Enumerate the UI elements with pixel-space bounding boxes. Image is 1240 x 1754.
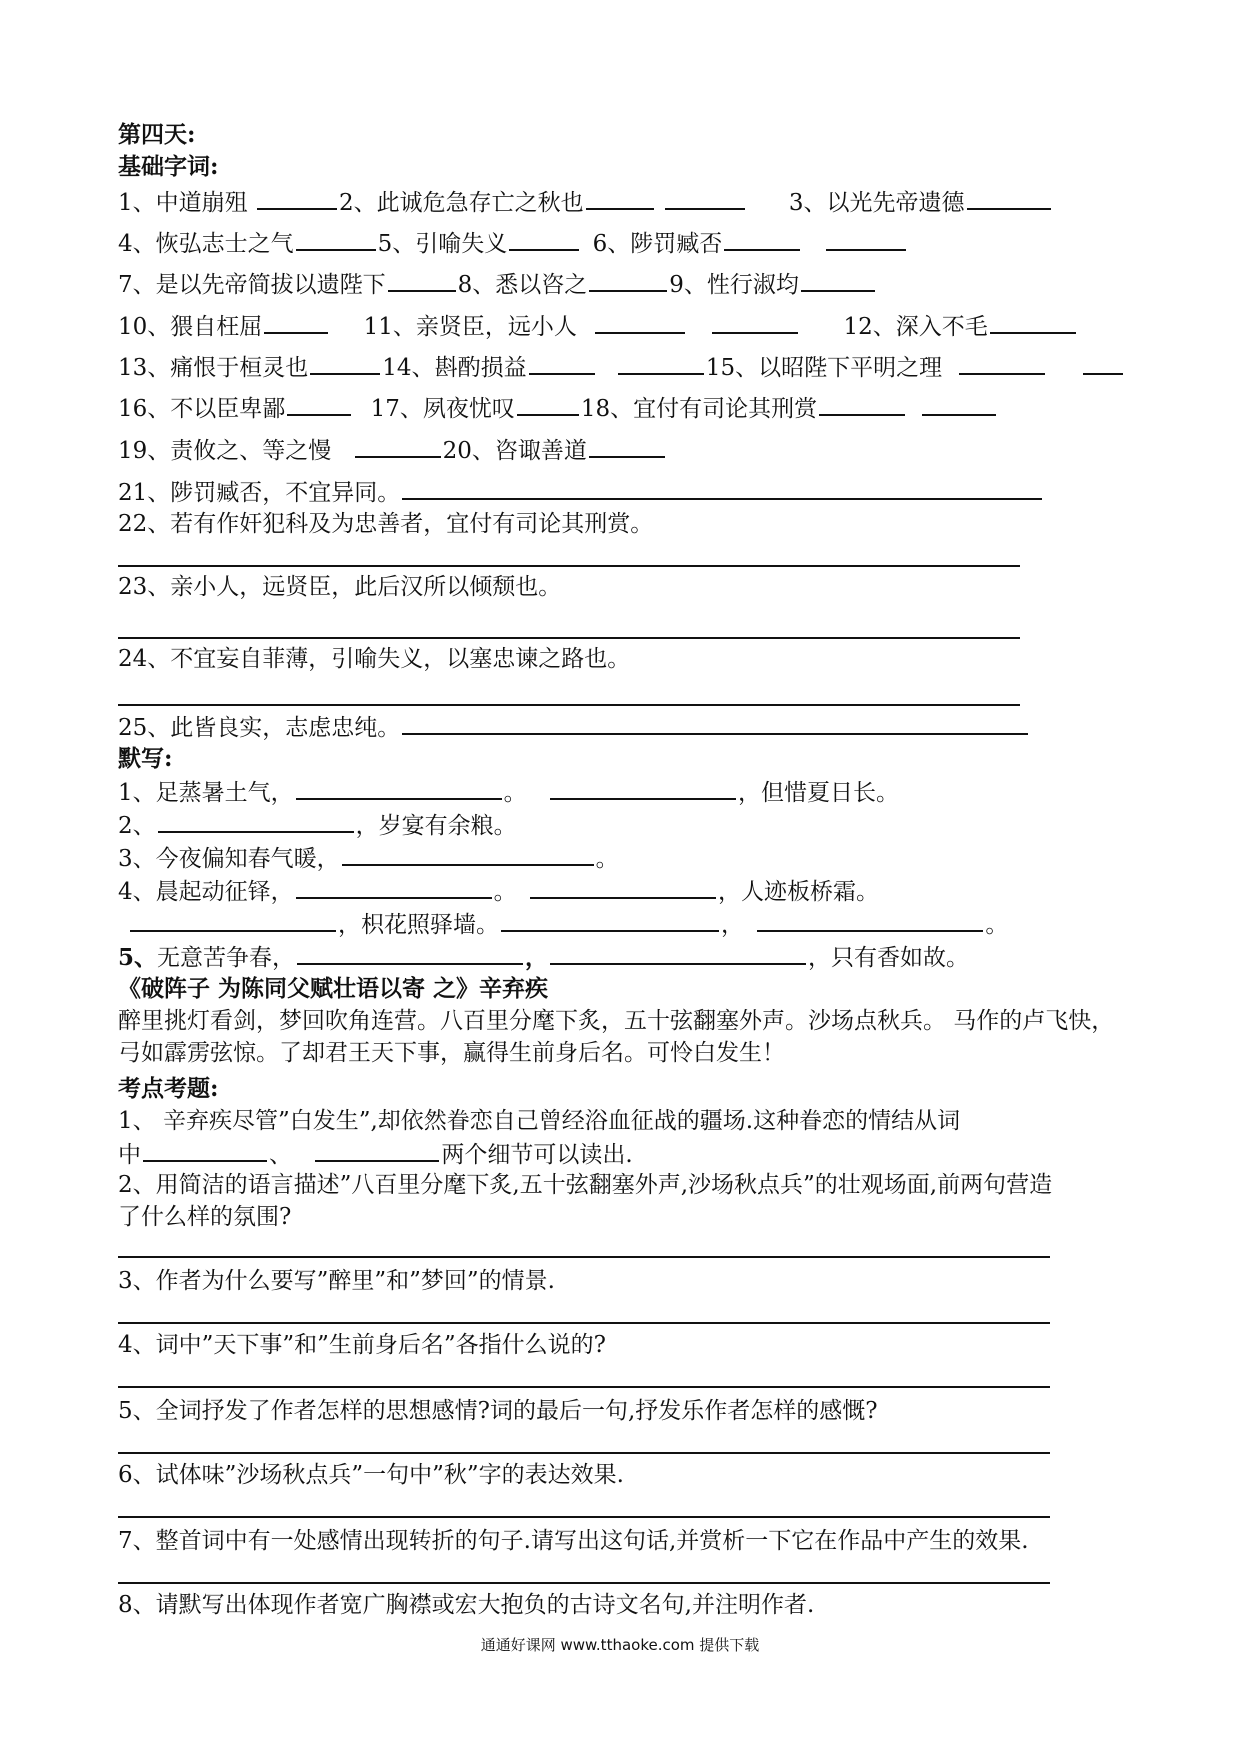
answer-blank[interactable]: [315, 1138, 439, 1162]
answer-blank[interactable]: [130, 908, 336, 932]
vocab-item-text: 陟罚臧否: [630, 231, 723, 257]
answer-line[interactable]: [118, 1516, 1050, 1518]
answer-blank[interactable]: [589, 434, 665, 458]
translate-item-23: [118, 572, 561, 602]
answer-blank[interactable]: [757, 908, 983, 932]
vocab-item-text: 以昭陛下平明之理: [758, 355, 943, 381]
answer-blank[interactable]: [143, 1138, 267, 1162]
answer-blank[interactable]: [589, 268, 667, 292]
question-1-line-1: 1、 辛弃疾尽管”白发生”,却依然眷恋自己曾经浴血征战的疆场.这种眷恋的情结从词: [118, 1108, 961, 1134]
vocab-section-title: 基础字词:: [118, 153, 219, 180]
translate-number: 22、: [118, 511, 171, 537]
dictation-text: ，人迹板桥霜。: [717, 879, 879, 905]
vocab-item-text: 猥自枉屈: [170, 314, 263, 340]
poem-title: 《破阵子 为陈同父赋壮语以寄 之》辛弃疾: [118, 975, 549, 1002]
vocab-item-number: 1、: [118, 190, 156, 216]
translate-text: 亲小人，远贤臣，此后汉所以倾颓也。: [170, 574, 562, 600]
question-6: 6、试体味”沙场秋点兵”一句中”秋”字的表达效果.: [118, 1462, 624, 1488]
translate-text: 若有作奸犯科及为忠善者，宜付有司论其刑赏。: [170, 511, 654, 537]
answer-blank[interactable]: [264, 310, 328, 334]
answer-blank[interactable]: [287, 392, 351, 416]
question-text: 、: [269, 1142, 292, 1168]
vocab-item-number: 15、: [705, 355, 759, 381]
answer-blank[interactable]: [665, 186, 745, 210]
vocab-item-number: 8、: [457, 272, 496, 298]
answer-blank[interactable]: [550, 776, 736, 800]
vocab-item-number: 13、: [118, 355, 171, 381]
translate-number: 25、: [118, 715, 171, 741]
vocab-item-text: 深入不毛: [895, 314, 988, 340]
answer-line[interactable]: [118, 1322, 1050, 1324]
answer-line[interactable]: [118, 1452, 1050, 1454]
question-5: 5、全词抒发了作者怎样的思想感情?词的最后一句,抒发乐作者怎样的感慨?: [118, 1398, 878, 1424]
vocab-item-text: 痛恨于桓灵也: [170, 355, 309, 381]
answer-blank[interactable]: [550, 941, 806, 965]
dictation-line-4: [118, 875, 879, 907]
vocab-item-number: 3、: [788, 190, 827, 216]
page-footer: 通通好课网 www.tthaoke.com 提供下载: [480, 1636, 760, 1654]
translate-item-25: [118, 711, 1030, 743]
answer-blank[interactable]: [296, 875, 492, 899]
vocab-row-3: [118, 268, 877, 300]
question-7: 7、整首词中有一处感情出现转折的句子.请写出这句话,并赏析一下它在作品中产生的效果.: [118, 1528, 1029, 1554]
dictation-text: 。: [985, 912, 1009, 938]
question-8: 8、请默写出体现作者宽广胸襟或宏大抱负的古诗文名句,并注明作者.: [118, 1592, 815, 1618]
question-text: 两个细节可以读出.: [441, 1142, 633, 1168]
answer-blank[interactable]: [501, 908, 719, 932]
vocab-item-number: 12、: [843, 314, 896, 340]
answer-blank[interactable]: [922, 392, 996, 416]
vocab-item-number: 19、: [118, 438, 171, 464]
dictation-text: ，岁宴有余粮。: [355, 813, 517, 839]
answer-line[interactable]: [118, 565, 1020, 567]
answer-blank[interactable]: [967, 186, 1051, 210]
dictation-text: 。: [503, 780, 527, 806]
answer-line[interactable]: [118, 637, 1020, 639]
dictation-text: 。: [595, 846, 619, 872]
translate-number: 24、: [118, 646, 171, 672]
vocab-item-number: 20、: [442, 438, 495, 464]
answer-blank[interactable]: [509, 227, 579, 251]
answer-blank[interactable]: [724, 227, 800, 251]
translate-item-22: [118, 509, 653, 539]
answer-blank[interactable]: [595, 310, 685, 334]
dictation-text: 无意苦争春，: [157, 945, 296, 971]
dictation-text: 。: [493, 879, 517, 905]
vocab-row-4: [118, 310, 1078, 342]
dictation-number: 2、: [118, 813, 156, 839]
dictation-title: 默写:: [118, 745, 173, 772]
dictation-line-4-cont: [128, 908, 1008, 940]
answer-blank[interactable]: [530, 875, 716, 899]
poem-body: 醉里挑灯看剑，梦回吹角连营。八百里分麾下炙，五十弦翻塞外声。沙场点秋兵。 马作的卢飞快，弓如霹雳弦惊。了却君王天下事，赢得生前身后名。可怜白发生！: [118, 1008, 1115, 1066]
vocab-item-text: 责攸之、等之慢: [170, 438, 332, 464]
exam-section-title: 考点考题:: [118, 1075, 219, 1102]
vocab-item-number: 17、: [370, 396, 423, 422]
vocab-row-6: [118, 392, 998, 424]
question-2-line-1: 2、用简洁的语言描述”八百里分麾下炙,五十弦翻塞外声,沙场秋点兵”的壮观场面,前两句营造: [118, 1172, 1053, 1198]
answer-blank[interactable]: [586, 186, 654, 210]
vocab-item-number: 14、: [382, 355, 435, 381]
vocab-item-text: 斟酌损益: [434, 355, 527, 381]
answer-line[interactable]: [118, 1386, 1050, 1388]
translate-text: 此皆良实，志虑忠纯。: [170, 715, 401, 741]
answer-blank[interactable]: [618, 351, 704, 375]
vocab-item-text: 是以先帝简拔以遗陛下: [155, 272, 386, 298]
question-3: 3、作者为什么要写”醉里”和”梦回”的情景.: [118, 1268, 555, 1294]
dictation-text: ，: [721, 912, 744, 938]
vocab-item-text: 此诚危急存亡之秋也: [376, 190, 584, 216]
vocab-item-text: 悉以咨之: [495, 272, 588, 298]
vocab-item-number: 7、: [118, 272, 156, 298]
vocab-item-text: 中道崩殂: [155, 190, 248, 216]
vocab-item-number: 5、: [377, 231, 416, 257]
vocab-item-text: 性行淑均: [706, 272, 799, 298]
dictation-line-1: [118, 776, 899, 808]
vocab-item-text: 亲贤臣，远小人: [415, 314, 577, 340]
dictation-text: 足蒸暑土气，: [155, 780, 294, 806]
answer-line[interactable]: [118, 704, 1020, 706]
answer-blank[interactable]: [342, 842, 594, 866]
answer-blank[interactable]: [296, 227, 376, 251]
translate-item-21: [118, 476, 1044, 508]
answer-blank[interactable]: [959, 351, 1045, 375]
translate-item-24: [118, 644, 630, 674]
translate-number: 21、: [118, 480, 171, 506]
answer-blank[interactable]: [517, 392, 579, 416]
dictation-number: 3、: [118, 846, 156, 872]
day-heading: 第四天:: [118, 121, 196, 148]
vocab-row-2: [118, 227, 908, 259]
answer-blank[interactable]: [402, 711, 1028, 735]
dictation-text: ，只有香如故。: [808, 945, 970, 971]
answer-blank[interactable]: [355, 434, 441, 458]
dictation-text: 今夜偏知春气暖，: [155, 846, 340, 872]
answer-blank[interactable]: [310, 351, 380, 375]
vocab-item-number: 4、: [118, 231, 156, 257]
dictation-number: 5、: [118, 944, 158, 971]
question-1-line-2: [118, 1138, 633, 1170]
dictation-line-2: [118, 809, 517, 841]
question-text: 中: [118, 1142, 141, 1168]
dictation-line-5: [118, 941, 969, 973]
vocab-item-text: 不以臣卑鄙: [170, 396, 286, 422]
vocab-row-5: [118, 351, 1125, 383]
question-2-line-2: 了什么样的氛围?: [118, 1204, 292, 1230]
vocab-item-number: 9、: [669, 272, 707, 298]
answer-blank[interactable]: [402, 476, 1042, 500]
vocab-item-text: 宜付有司论其刑赏: [633, 396, 818, 422]
answer-blank[interactable]: [801, 268, 875, 292]
dictation-text: ，枳花照驿墙。: [338, 912, 499, 938]
vocab-item-number: 16、: [118, 396, 171, 422]
answer-blank[interactable]: [819, 392, 905, 416]
translate-number: 23、: [118, 574, 171, 600]
translate-text: 不宜妄自菲薄，引喻失义，以塞忠谏之路也。: [170, 646, 631, 672]
answer-blank[interactable]: [529, 351, 595, 375]
answer-blank[interactable]: [257, 186, 337, 210]
answer-blank[interactable]: [388, 268, 456, 292]
answer-line[interactable]: [118, 1582, 1050, 1584]
answer-blank[interactable]: [826, 227, 906, 251]
vocab-item-text: 夙夜忧叹: [422, 396, 515, 422]
dictation-number: 4、: [118, 879, 156, 905]
question-4: 4、词中”天下事”和”生前身后名”各指什么说的?: [118, 1332, 606, 1358]
vocab-item-text: 恢弘志士之气: [155, 231, 294, 257]
vocab-item-number: 6、: [592, 231, 631, 257]
vocab-row-7: [118, 434, 667, 466]
answer-blank[interactable]: [712, 310, 798, 334]
answer-blank[interactable]: [158, 809, 354, 833]
vocab-item-text: 咨诹善道: [494, 438, 587, 464]
dictation-text: ，: [525, 944, 549, 971]
answer-blank[interactable]: [297, 941, 523, 965]
vocab-item-text: 以光先帝遗德: [826, 190, 965, 216]
dictation-text: 晨起动征铎，: [155, 879, 294, 905]
vocab-row-1: [118, 186, 1053, 218]
answer-blank[interactable]: [1083, 351, 1123, 375]
dictation-line-3: [118, 842, 619, 874]
dictation-text: ，但惜夏日长。: [737, 780, 899, 806]
answer-blank[interactable]: [296, 776, 502, 800]
dictation-number: 1、: [118, 780, 156, 806]
translate-text: 陟罚臧否，不宜异同。: [170, 480, 401, 506]
vocab-item-number: 2、: [338, 190, 377, 216]
vocab-item-text: 引喻失义: [415, 231, 508, 257]
answer-blank[interactable]: [990, 310, 1076, 334]
answer-line[interactable]: [118, 1256, 1050, 1258]
vocab-item-number: 18、: [580, 396, 634, 422]
vocab-item-number: 11、: [363, 314, 416, 340]
vocab-item-number: 10、: [118, 314, 171, 340]
